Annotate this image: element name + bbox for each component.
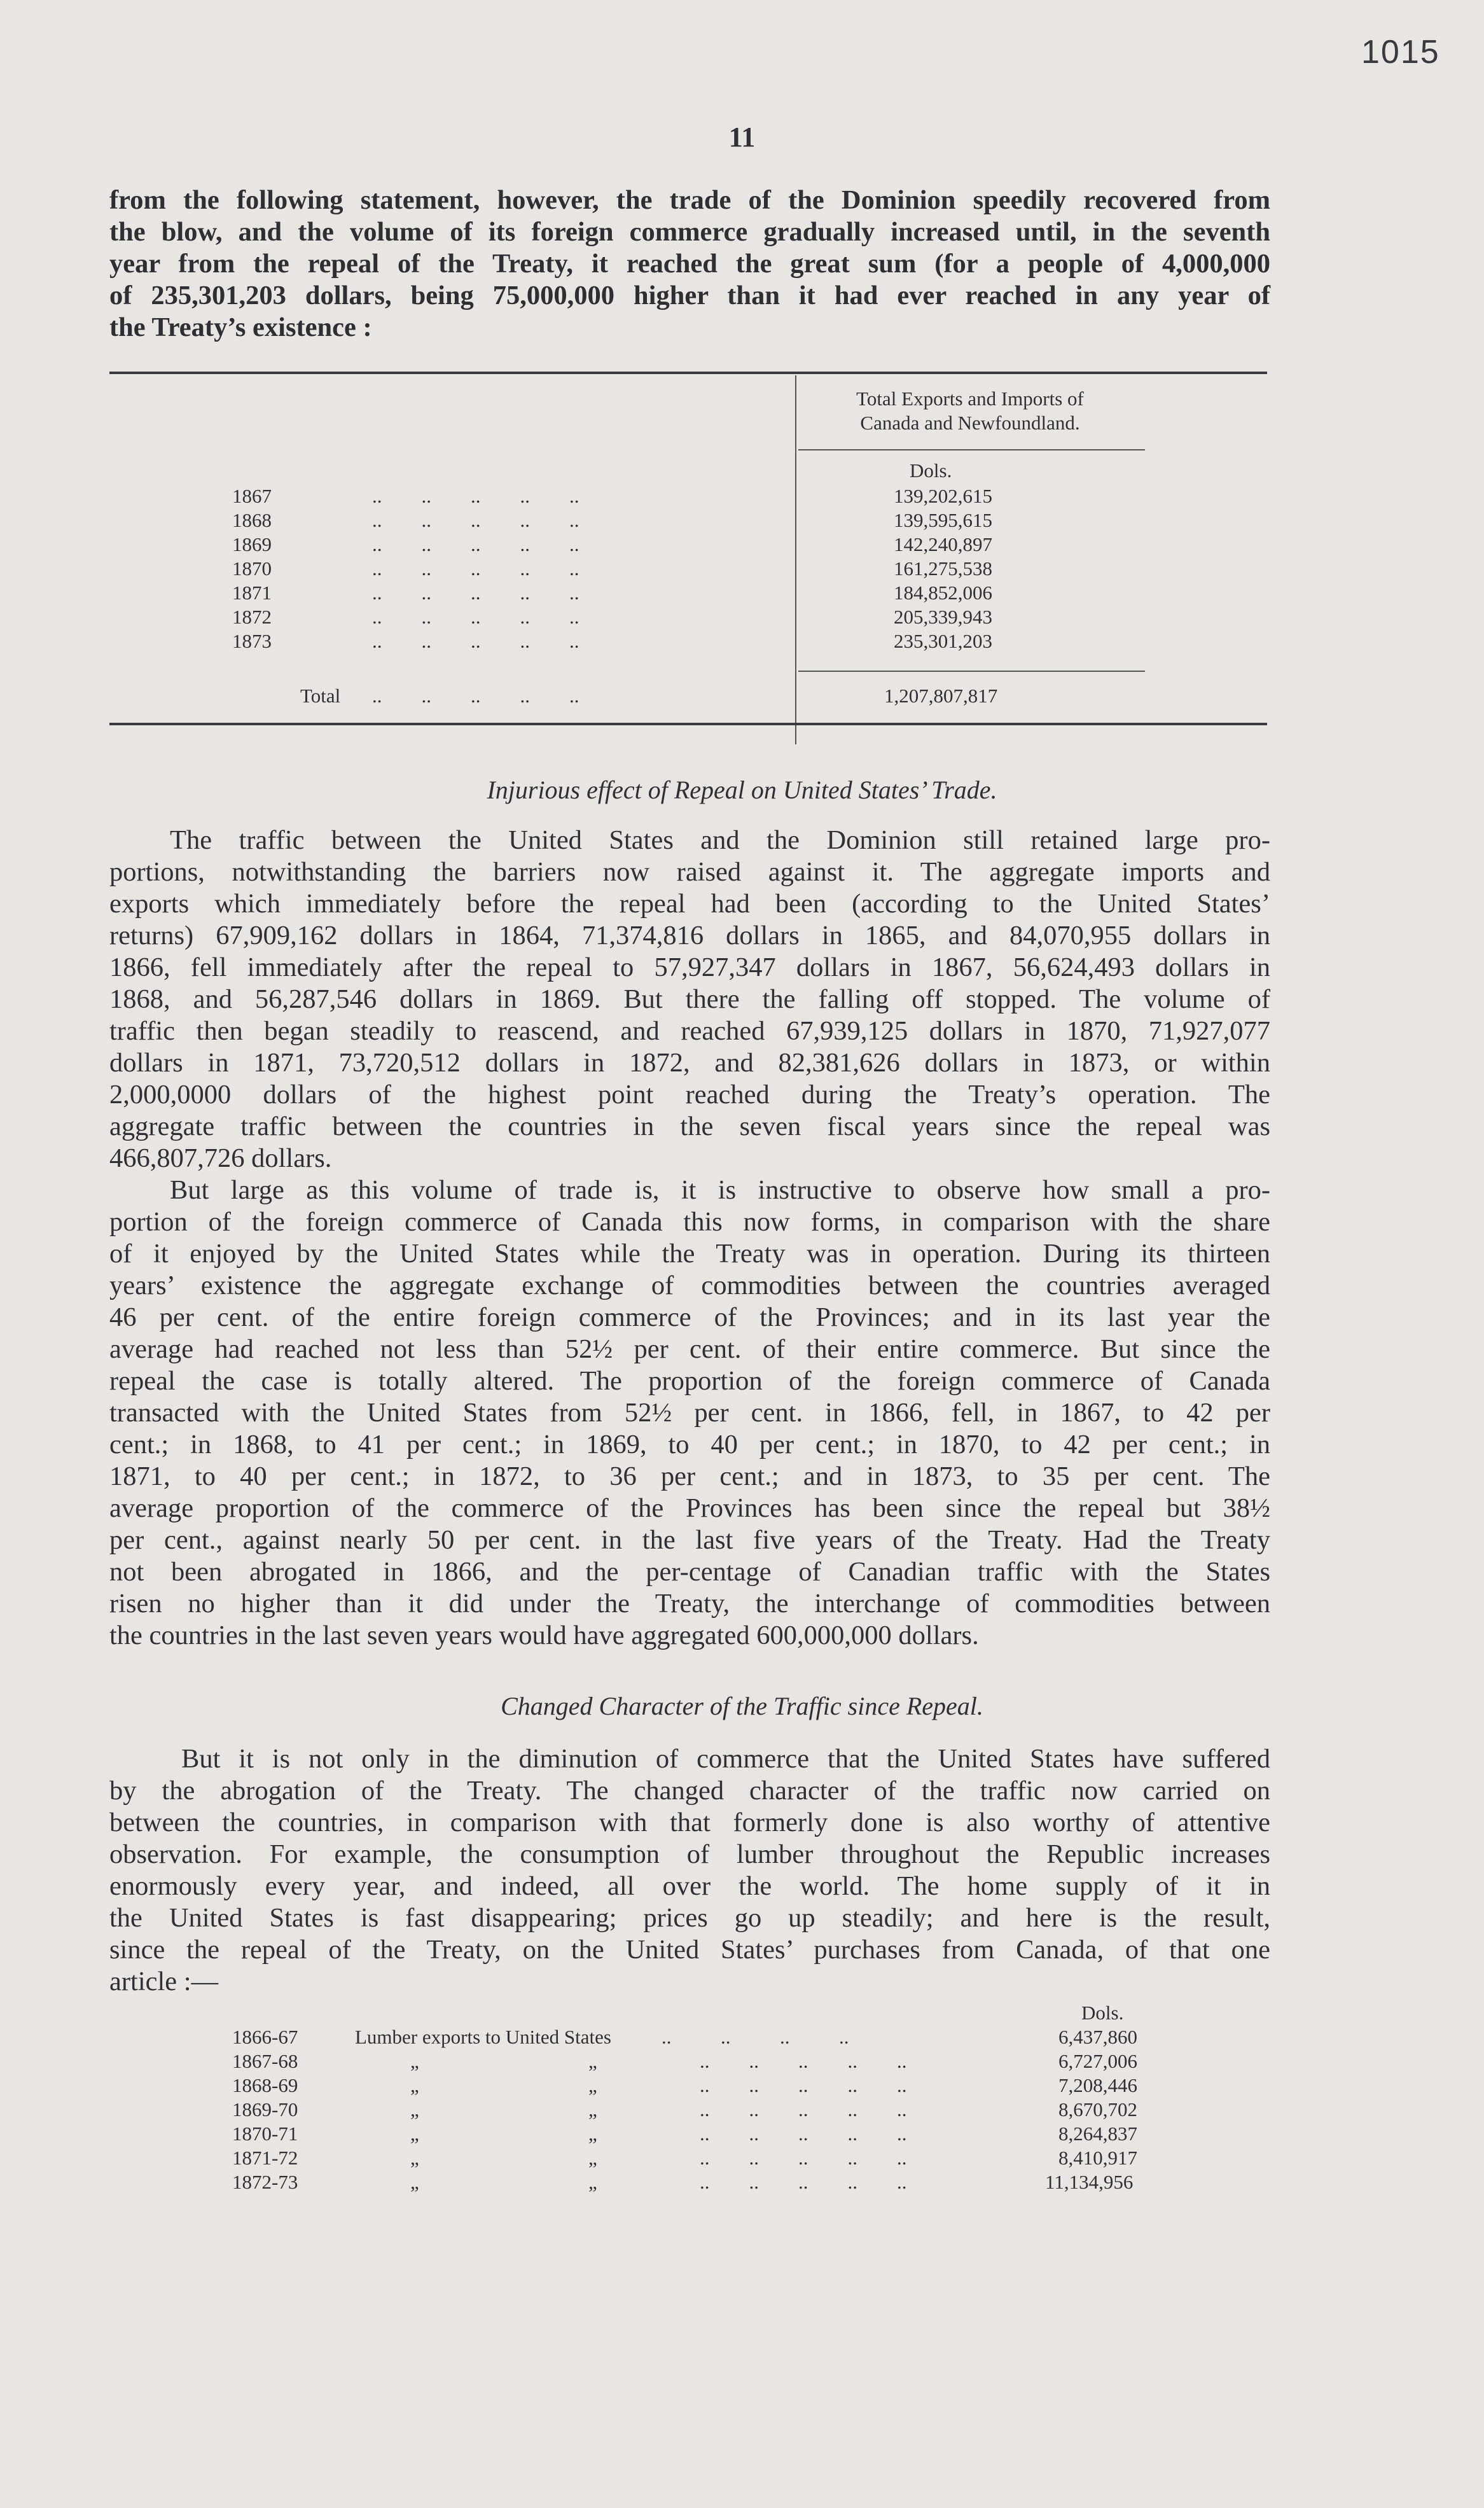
text-line: returns) 67,909,162 dollars in 1864, 71,374,816 dollars in 1865, and 84,070,955 dollars in	[109, 921, 1270, 951]
table-year: 1873	[232, 630, 272, 652]
table-year: 1869-70	[232, 2098, 298, 2121]
text-line: between the countries, in comparison with that formerly done is also worthy of attentive	[109, 1808, 1270, 1837]
intro-paragraph	[109, 185, 1270, 344]
ditto-mark: „	[588, 2050, 597, 2072]
section-heading: Changed Character of the Traffic since Repeal.	[501, 1692, 983, 1720]
table-year: 1867-68	[232, 2050, 298, 2072]
table-year: 1867	[232, 485, 272, 507]
table-header	[798, 387, 1142, 435]
table-year: 1868-69	[232, 2074, 298, 2096]
table-column-divider	[795, 375, 796, 744]
text-line: transacted with the United States from 52½ per cent. in 1866, fell, in 1867, to 42 per	[109, 1398, 1270, 1428]
leader-dots: .. .. .. .. ..	[372, 606, 579, 628]
ditto-mark: „	[410, 2122, 419, 2145]
leader-dots: .. .. .. .. ..	[372, 582, 579, 604]
leader-dots: .. .. .. .. ..	[372, 485, 579, 507]
table-year: 1866-67	[232, 2026, 298, 2048]
ditto-mark: „	[410, 2050, 419, 2072]
text-line: aggregate traffic between the countries in the seven fiscal years since the repeal was	[109, 1111, 1270, 1141]
leader-dots: .. .. .. .. ..	[700, 2098, 907, 2121]
leader-dots: .. .. .. .. ..	[700, 2171, 907, 2193]
text-line: average had reached not less than 52½ per cent. of their entire commerce. But since the	[109, 1334, 1270, 1364]
section-heading: Injurious effect of Repeal on United States’ Trade.	[487, 776, 997, 804]
text-line: enormously every year, and indeed, all over the world. The home supply of it in	[109, 1871, 1270, 1901]
table-value: 161,275,538	[894, 557, 992, 580]
paragraph	[109, 825, 1270, 1174]
text-line: the countries in the last seven years would have aggregated 600,000,000 dollars.	[109, 1620, 979, 1650]
table-header-rule	[798, 449, 1145, 450]
text-line: 46 per cent. of the entire foreign commerce of the Provinces; and in its last year the	[109, 1302, 1270, 1332]
text-line: exports which immediately before the repeal had been (according to the United States’	[109, 889, 1270, 919]
text-line: of 235,301,203 dollars, being 75,000,000 higher than it had ever reached in any year of	[109, 281, 1270, 310]
ditto-mark: „	[588, 2098, 597, 2121]
table-header-line: Canada and Newfoundland.	[860, 412, 1080, 434]
ditto-mark: „	[588, 2171, 597, 2193]
text-line: years’ existence the aggregate exchange of commodities between the countries averaged	[109, 1271, 1270, 1300]
text-line: portion of the foreign commerce of Canada this now forms, in comparison with the share	[109, 1207, 1270, 1237]
text-line: of it enjoyed by the United States while the Treaty was in operation. During its thirteen	[109, 1239, 1270, 1269]
ditto-mark: „	[410, 2171, 419, 2193]
table-year: 1869	[232, 533, 272, 555]
text-line: average proportion of the commerce of the Provinces has been since the repeal but 38½	[109, 1493, 1270, 1523]
table-value: 142,240,897	[894, 533, 992, 555]
row-label: Lumber exports to United States	[355, 2026, 611, 2048]
text-line: 1868, and 56,287,546 dollars in 1869. But there the falling off stopped. The volume of	[109, 984, 1270, 1014]
text-line: 466,807,726 dollars.	[109, 1143, 332, 1173]
table-value: 205,339,943	[894, 606, 992, 628]
table-top-rule	[109, 372, 1267, 374]
leader-dots: .. .. .. .. ..	[700, 2147, 907, 2169]
table-year: 1871	[232, 582, 272, 604]
leader-dots: .. .. .. .. ..	[700, 2122, 907, 2145]
text-line: article :—	[109, 1967, 219, 1996]
paragraph	[109, 1743, 1270, 1998]
text-line: But it is not only in the diminution of commerce that the United States have suffered	[181, 1744, 1270, 1774]
ditto-mark: „	[410, 2147, 419, 2169]
text-line: cent.; in 1868, to 41 per cent.; in 1869, to 40 per cent.; in 1870, to 42 per cent.; in	[109, 1430, 1270, 1460]
leader-dots: .. .. .. .. ..	[372, 630, 579, 652]
table-value: 8,410,917	[1058, 2147, 1137, 2169]
text-line: 2,000,0000 dollars of the highest point reached during the Treaty’s operation. The	[109, 1080, 1270, 1110]
unit-label: Dols.	[910, 459, 952, 482]
table-year: 1870-71	[232, 2122, 298, 2145]
total-value: 1,207,807,817	[884, 685, 998, 707]
text-line: portions, notwithstanding the barriers now raised against it. The aggregate imports and	[109, 857, 1270, 887]
text-line: The traffic between the United States and the Dominion still retained large pro-	[170, 825, 1270, 855]
leader-dots: .. .. .. .. ..	[700, 2074, 907, 2096]
text-line: the United States is fast disappearing; prices go up steadily; and here is the result,	[109, 1903, 1270, 1933]
page-number: 11	[728, 122, 756, 153]
unit-label: Dols.	[1081, 2002, 1124, 2024]
ditto-mark: „	[588, 2122, 597, 2145]
leader-dots: .. .. .. .. ..	[700, 2050, 907, 2072]
table-value: 6,727,006	[1058, 2050, 1137, 2072]
paragraph	[109, 1174, 1270, 1652]
leader-dots: .. .. .. .. ..	[372, 685, 579, 707]
text-line: risen no higher than it did under the Treaty, the interchange of commodities between	[109, 1589, 1270, 1619]
table-value: 7,208,446	[1058, 2074, 1137, 2096]
leader-dots: .. .. .. .. ..	[372, 509, 579, 531]
table-year: 1872-73	[232, 2171, 298, 2193]
text-line: dollars in 1871, 73,720,512 dollars in 1872, and 82,381,626 dollars in 1873, or within	[109, 1048, 1270, 1078]
folio-number: 1015	[1361, 34, 1440, 71]
text-line: from the following statement, however, the trade of the Dominion speedily recovered from	[109, 185, 1270, 215]
text-line: But large as this volume of trade is, it is instructive to observe how small a pro-	[170, 1175, 1270, 1205]
total-rule	[798, 671, 1145, 672]
table-value: 235,301,203	[894, 630, 992, 652]
table-value: 139,595,615	[894, 509, 992, 531]
text-line: by the abrogation of the Treaty. The changed character of the traffic now carried on	[109, 1776, 1270, 1806]
text-line: observation. For example, the consumption of lumber throughout the Republic increases	[109, 1839, 1270, 1869]
table-value: 11,134,956	[1045, 2171, 1134, 2193]
text-line: the Treaty’s existence :	[109, 312, 372, 342]
leader-dots: .. .. .. .. ..	[372, 557, 579, 580]
text-line: traffic then began steadily to reascend, and reached 67,939,125 dollars in 1870, 71,927,077	[109, 1016, 1270, 1046]
total-label: Total	[300, 685, 341, 707]
text-line: per cent., against nearly 50 per cent. in the last five years of the Treaty. Had the Treaty	[109, 1525, 1270, 1555]
text-line: 1866, fell immediately after the repeal to 57,927,347 dollars in 1867, 56,624,493 dollars in	[109, 952, 1270, 982]
ditto-mark: „	[588, 2147, 597, 2169]
table-year: 1870	[232, 557, 272, 580]
table-value: 139,202,615	[894, 485, 992, 507]
text-line: repeal the case is totally altered. The proportion of the foreign commerce of Canada	[109, 1366, 1270, 1396]
table-value: 184,852,006	[894, 582, 992, 604]
table-header-line: Total Exports and Imports of	[856, 387, 1084, 410]
text-line: since the repeal of the Treaty, on the United States’ purchases from Canada, of that one	[109, 1935, 1270, 1965]
text-line: 1871, to 40 per cent.; in 1872, to 36 per cent.; and in 1873, to 35 per cent. The	[109, 1461, 1270, 1491]
leader-dots: .. .. .. ..	[662, 2026, 849, 2048]
table-bottom-rule	[109, 723, 1267, 725]
table-year: 1871-72	[232, 2147, 298, 2169]
text-line: the blow, and the volume of its foreign commerce gradually increased until, in the seventh	[109, 217, 1270, 247]
table-year: 1868	[232, 509, 272, 531]
ditto-mark: „	[410, 2098, 419, 2121]
table-value: 8,264,837	[1058, 2122, 1137, 2145]
ditto-mark: „	[588, 2074, 597, 2096]
table-value: 6,437,860	[1058, 2026, 1137, 2048]
ditto-mark: „	[410, 2074, 419, 2096]
text-line: not been abrogated in 1866, and the per-centage of Canadian traffic with the States	[109, 1557, 1270, 1587]
leader-dots: .. .. .. .. ..	[372, 533, 579, 555]
table-value: 8,670,702	[1058, 2098, 1137, 2121]
table-year: 1872	[232, 606, 272, 628]
text-line: year from the repeal of the Treaty, it reached the great sum (for a people of 4,000,000	[109, 249, 1270, 279]
